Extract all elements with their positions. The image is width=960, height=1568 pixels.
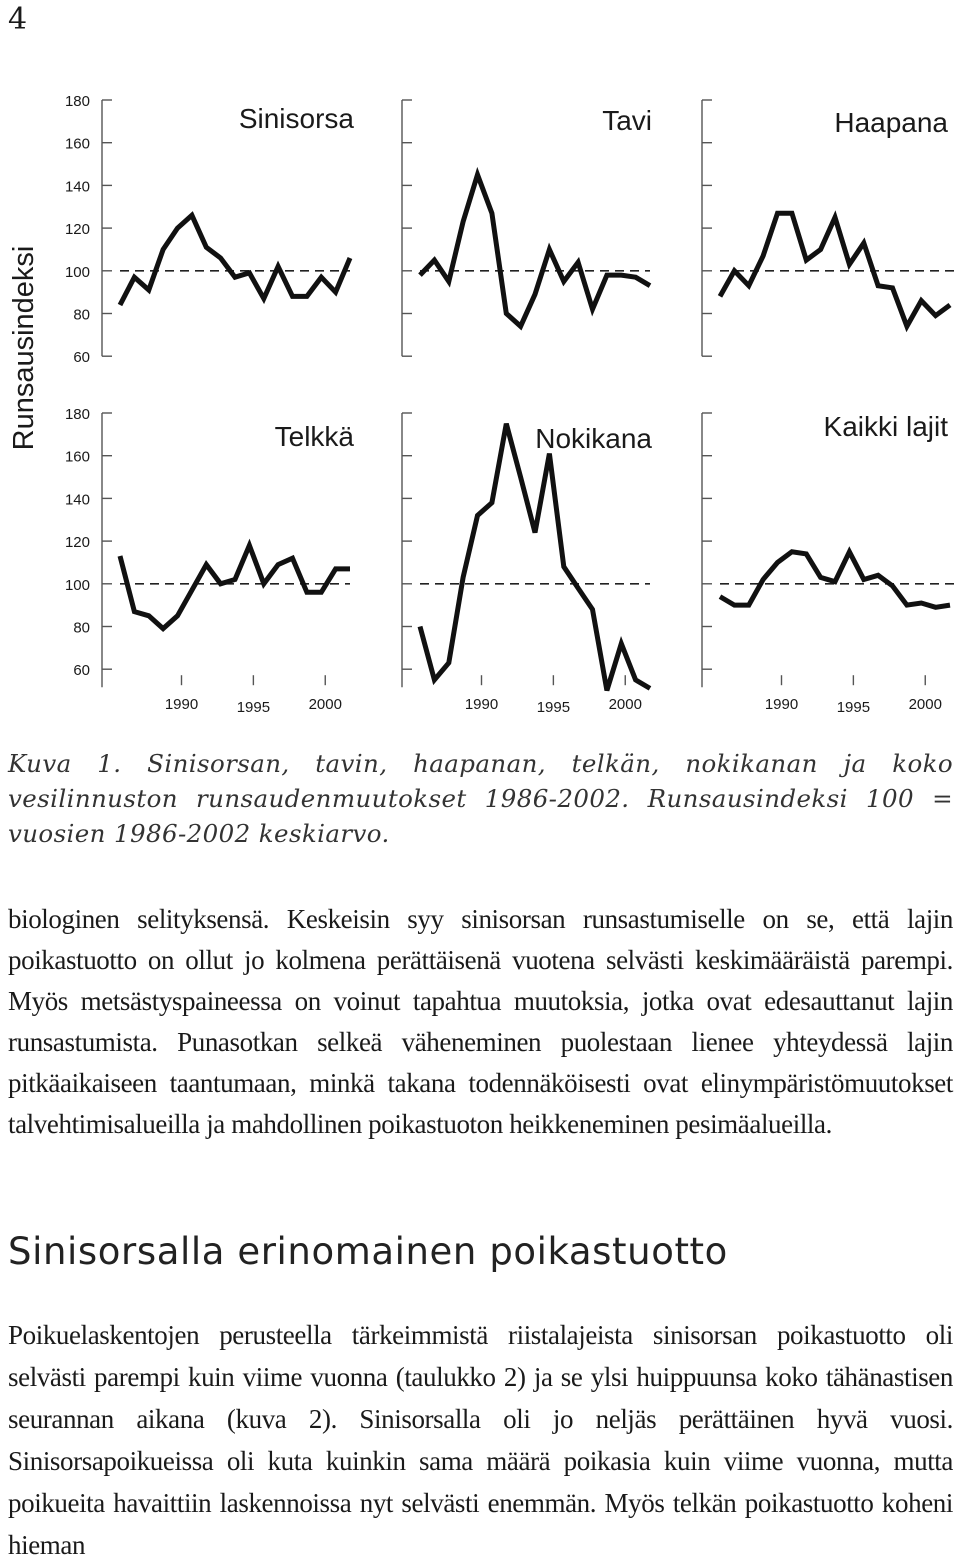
y-tick-label: 120 <box>64 221 90 239</box>
panel-title: Haapana <box>834 107 948 138</box>
x-tick-label: 1995 <box>836 699 871 717</box>
y-tick-label: 160 <box>64 448 90 466</box>
x-tick-label: 1990 <box>164 696 199 714</box>
series-line <box>120 545 350 628</box>
y-tick-label: 80 <box>73 306 90 324</box>
y-tick-label: 100 <box>64 576 90 594</box>
section-heading: Sinisorsalla erinomainen poikastuotto <box>8 1230 728 1273</box>
series-line <box>720 552 950 608</box>
panel-title: Sinisorsa <box>238 103 354 134</box>
series-line <box>420 424 650 691</box>
x-tick-label: 1995 <box>236 699 271 717</box>
y-tick-label: 140 <box>64 178 90 196</box>
panel-title: Kaikki lajit <box>823 411 948 442</box>
x-tick-label: 1995 <box>536 699 571 717</box>
y-tick-label: 60 <box>73 662 90 680</box>
x-tick-label: 2000 <box>308 696 342 714</box>
y-tick-label: 160 <box>64 135 90 153</box>
x-tick-label: 2000 <box>608 696 642 714</box>
body-paragraph-1: biologinen selityksensä. Keskeisin syy sinisorsan runsastumiselle on se, että lajin poikastuotto on ollut jo kolmena perättäisenä vuotena selvästi keskimääräistä parempi. Myös metsästyspaineessa on voinut tapahtua muutoksia, jotka ovat edesauttanut lajin runsastumista. Punasotkan selkeä väheneminen puolestaan lienee yhteydessä lajin pitkäaikaiseen taantumaan, minkä takana todennäköisesti ovat elinympäristömuutokset talvehtimisalueilla ja mahdollinen poikastuoton heikkeneminen pesimäalueilla. <box>8 904 953 1139</box>
figure-small-multiples <box>0 80 960 730</box>
body-paragraph-2: Poikuelaskentojen perusteella tärkeimmistä riistalajeista sinisorsan poikastuotto oli selvästi parempi kuin viime vuonna (taulukko 2) ja se ylsi huippuunsa koko tähänastisen seurannan aikana (kuva 2). Sinisorsalla oli jo neljäs perättäinen hyvä vuosi. Sinisorsapoikueissa oli kuta kuinkin sama määrä poikasia kuin viime vuonna, mutta poikueita havaittiin laskennoissa nyt selvästi enemmän. Myös telkän poikastuotto koheni hieman <box>8 1320 953 1560</box>
y-tick-label: 100 <box>64 263 90 281</box>
y-tick-label: 60 <box>73 349 90 367</box>
x-tick-label: 1990 <box>764 696 799 714</box>
y-tick-label: 120 <box>64 534 90 552</box>
y-tick-label: 80 <box>73 619 90 637</box>
y-axis-label: Runsausindeksi <box>8 245 40 451</box>
y-tick-label: 140 <box>64 491 90 509</box>
panel-title: Tavi <box>602 105 652 136</box>
y-tick-label: 180 <box>64 93 90 110</box>
figure-caption: Kuva 1. Sinisorsan, tavin, haapanan, telkän, nokikanan ja koko vesilinnuston runsaudenmuutokset 1986-2002. Runsausindeksi 100 = vuosien 1986-2002 keskiarvo. <box>8 749 953 848</box>
y-tick-label: 180 <box>64 406 90 423</box>
panel-title: Nokikana <box>535 423 652 454</box>
x-tick-label: 1990 <box>464 696 499 714</box>
x-tick-label: 2000 <box>908 696 942 714</box>
series-line <box>720 213 950 326</box>
page-number: 4 <box>8 2 28 37</box>
series-line <box>420 175 650 327</box>
panel-title: Telkkä <box>274 421 354 452</box>
series-line <box>120 215 350 305</box>
